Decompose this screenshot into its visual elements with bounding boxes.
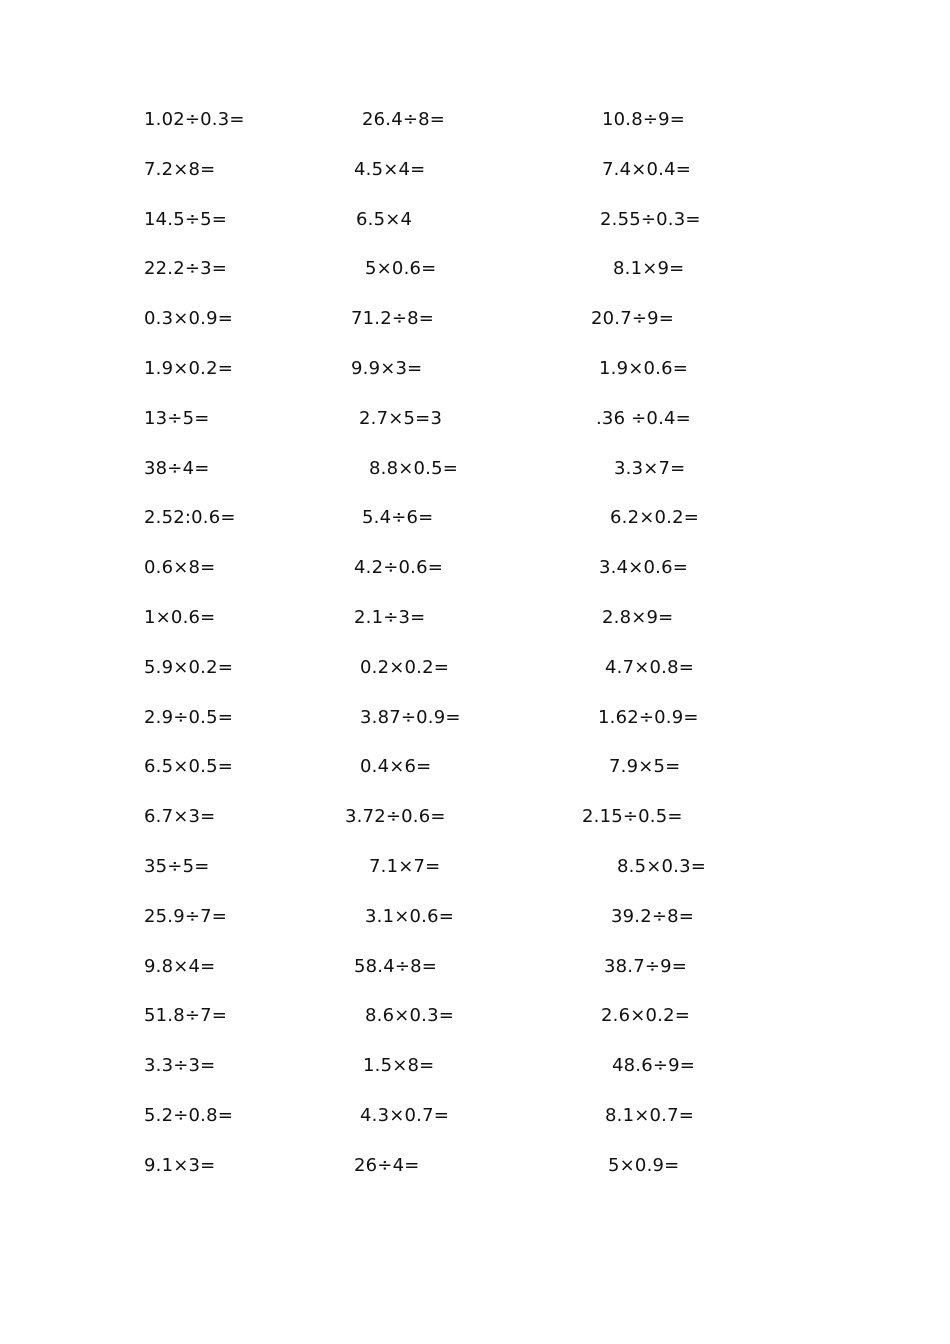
- problem-r10-c1: 0.6×8=: [144, 557, 216, 578]
- problem-r20-c1: 3.3÷3=: [144, 1055, 216, 1076]
- problem-r6-c2: 9.9×3=: [351, 358, 423, 379]
- problem-r14-c2: 0.4×6=: [360, 756, 432, 777]
- problem-r19-c1: 51.8÷7=: [144, 1005, 228, 1026]
- problem-r12-c1: 5.9×0.2=: [144, 657, 234, 678]
- problem-r15-c2: 3.72÷0.6=: [345, 806, 446, 827]
- problem-r2-c1: 7.2×8=: [144, 159, 216, 180]
- problem-r4-c2: 5×0.6=: [365, 258, 437, 279]
- problem-r19-c2: 8.6×0.3=: [365, 1005, 455, 1026]
- problem-r9-c3: 6.2×0.2=: [610, 507, 700, 528]
- problem-r2-c3: 7.4×0.4=: [602, 159, 692, 180]
- problem-r2-c2: 4.5×4=: [354, 159, 426, 180]
- problem-r16-c2: 7.1×7=: [369, 856, 441, 877]
- problem-r18-c1: 9.8×4=: [144, 956, 216, 977]
- problem-r3-c1: 14.5÷5=: [144, 209, 228, 230]
- problem-r9-c1: 2.52:0.6=: [144, 507, 236, 528]
- problem-r15-c1: 6.7×3=: [144, 806, 216, 827]
- problem-r12-c2: 0.2×0.2=: [360, 657, 450, 678]
- problem-r10-c3: 3.4×0.6=: [599, 557, 689, 578]
- problem-r19-c3: 2.6×0.2=: [601, 1005, 691, 1026]
- problem-r5-c1: 0.3×0.9=: [144, 308, 234, 329]
- problem-r18-c3: 38.7÷9=: [604, 956, 688, 977]
- problem-r15-c3: 2.15÷0.5=: [582, 806, 683, 827]
- problem-r12-c3: 4.7×0.8=: [605, 657, 695, 678]
- problem-r13-c2: 3.87÷0.9=: [360, 707, 461, 728]
- problem-r7-c2: 2.7×5=3: [359, 408, 443, 429]
- problem-r22-c1: 9.1×3=: [144, 1155, 216, 1176]
- problem-r8-c2: 8.8×0.5=: [369, 458, 459, 479]
- problem-r3-c2: 6.5×4: [356, 209, 413, 230]
- problem-r18-c2: 58.4÷8=: [354, 956, 438, 977]
- problem-r4-c3: 8.1×9=: [613, 258, 685, 279]
- problem-r13-c1: 2.9÷0.5=: [144, 707, 234, 728]
- problem-r3-c3: 2.55÷0.3=: [600, 209, 701, 230]
- problem-r11-c2: 2.1÷3=: [354, 607, 426, 628]
- problem-r14-c3: 7.9×5=: [609, 756, 681, 777]
- problem-r7-c3: .36 ÷0.4=: [596, 408, 691, 429]
- problem-r6-c3: 1.9×0.6=: [599, 358, 689, 379]
- problem-r8-c3: 3.3×7=: [614, 458, 686, 479]
- problem-r7-c1: 13÷5=: [144, 408, 210, 429]
- problem-r17-c3: 39.2÷8=: [611, 906, 695, 927]
- problem-r11-c1: 1×0.6=: [144, 607, 216, 628]
- problem-r17-c1: 25.9÷7=: [144, 906, 228, 927]
- problem-r1-c3: 10.8÷9=: [602, 109, 686, 130]
- problem-r1-c2: 26.4÷8=: [362, 109, 446, 130]
- problem-r8-c1: 38÷4=: [144, 458, 210, 479]
- problem-r21-c3: 8.1×0.7=: [605, 1105, 695, 1126]
- problem-r1-c1: 1.02÷0.3=: [144, 109, 245, 130]
- problem-r22-c2: 26÷4=: [354, 1155, 420, 1176]
- problem-r16-c1: 35÷5=: [144, 856, 210, 877]
- problem-r9-c2: 5.4÷6=: [362, 507, 434, 528]
- problem-r5-c2: 71.2÷8=: [351, 308, 435, 329]
- problem-r13-c3: 1.62÷0.9=: [598, 707, 699, 728]
- problem-r10-c2: 4.2÷0.6=: [354, 557, 444, 578]
- problem-r21-c1: 5.2÷0.8=: [144, 1105, 234, 1126]
- problem-r16-c3: 8.5×0.3=: [617, 856, 707, 877]
- problem-r6-c1: 1.9×0.2=: [144, 358, 234, 379]
- problem-r4-c1: 22.2÷3=: [144, 258, 228, 279]
- problem-r20-c3: 48.6÷9=: [612, 1055, 696, 1076]
- problem-r11-c3: 2.8×9=: [602, 607, 674, 628]
- problem-r14-c1: 6.5×0.5=: [144, 756, 234, 777]
- problem-r21-c2: 4.3×0.7=: [360, 1105, 450, 1126]
- problem-r20-c2: 1.5×8=: [363, 1055, 435, 1076]
- problem-r5-c3: 20.7÷9=: [591, 308, 675, 329]
- problem-r22-c3: 5×0.9=: [608, 1155, 680, 1176]
- problem-r17-c2: 3.1×0.6=: [365, 906, 455, 927]
